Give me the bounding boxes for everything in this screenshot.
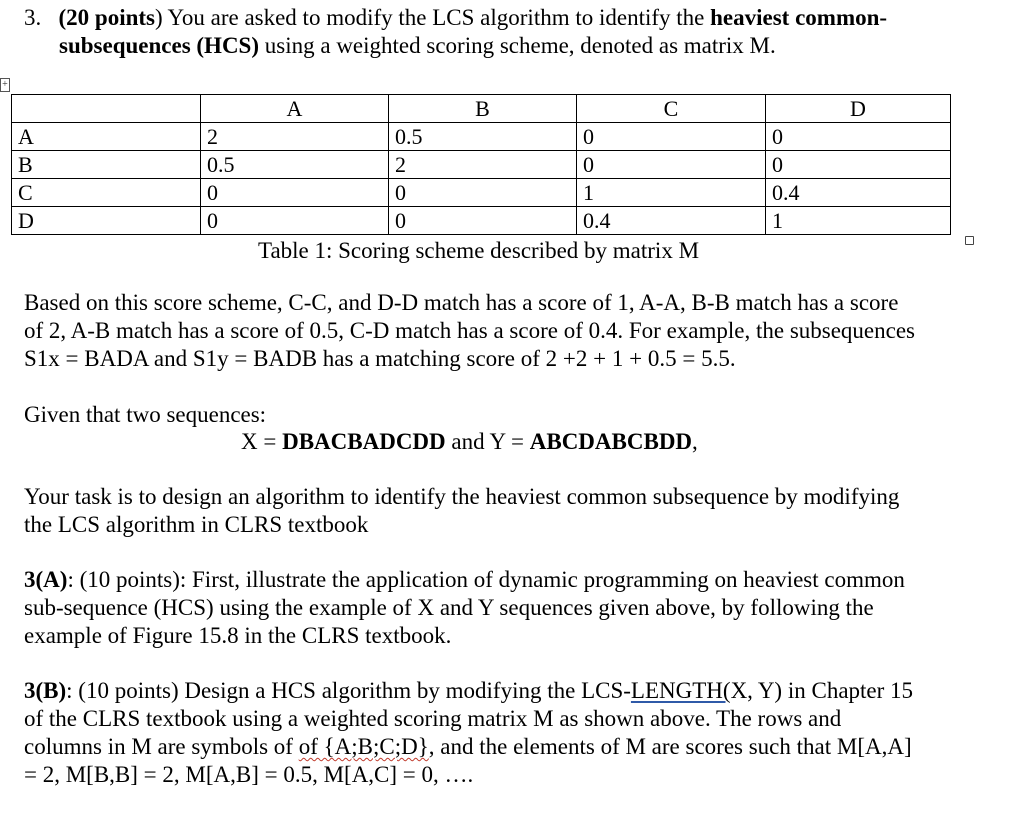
table-cell: 1 [577,179,766,207]
table-cell: 2 [201,123,389,151]
table-caption: Table 1: Scoring scheme described by matrix M [258,238,700,263]
part-b-line4: = 2, M[B,B] = 2, M[A,B] = 0.5, M[A,C] = 0, …. [24,762,474,787]
column-header: B [389,95,577,123]
table-cell: 0 [766,123,951,151]
row-header: B [12,151,201,179]
part-a-line3: example of Figure 15.8 in the CLRS textbook. [24,623,452,648]
table-cell: 0 [577,151,766,179]
table-cell: 0 [577,123,766,151]
row-header: C [12,179,201,207]
table-row [12,151,951,179]
table-cell: 0 [766,151,951,179]
spellcheck-flagged-term[interactable]: of {A;B;C;D} [298,734,429,759]
part-a-line2: sub-sequence (HCS) using the example of X and Y sequences given above, by following the [24,595,874,620]
part-a-line1: 3(A): (10 points): First, illustrate the application of dynamic programming on heaviest common [24,567,905,592]
table-cell: 0.5 [201,151,389,179]
part-b-line1: 3(B): (10 points) Design a HCS algorithm by modifying the LCS-LENGTH(X, Y) in Chapter 15 [24,678,914,703]
table-row [12,123,951,151]
part-a-label: 3(A) [24,567,68,592]
score-paragraph-line2: of 2, A-B match has a score of 0.5, C-D match has a score of 0.4. For example, the subsequences [24,318,916,343]
part-b-label: 3(B) [24,678,67,703]
table-cell: 2 [389,151,577,179]
spelling-underlined-term[interactable]: LENGTH( [630,678,731,703]
anchor-icon[interactable]: + [0,78,10,92]
part-b-line2: of the CLRS textbook using a weighted scoring matrix M as shown above. The rows and [24,706,842,731]
table-row [12,207,951,235]
table-header-row [12,95,951,123]
table-resize-handle[interactable] [965,236,974,245]
scoring-matrix-table [11,94,951,235]
question-heading-line2: subsequences (HCS) using a weighted scoring scheme, denoted as matrix M. [59,33,776,58]
question-points: (20 points [58,5,155,30]
bold-term: heaviest common- [710,5,888,30]
sequence-x: DBACBADCDD [282,429,446,454]
table-cell: 1 [766,207,951,235]
score-paragraph-line1: Based on this score scheme, C-C, and D-D match has a score of 1, A-A, B-B match has a score [24,290,899,315]
given-label: Given that two sequences: [24,402,267,427]
column-header: D [766,95,951,123]
row-header: D [12,207,201,235]
task-line1: Your task is to design an algorithm to identify the heaviest common subsequence by modifying [24,484,900,509]
table-cell: 0 [201,207,389,235]
sequences-line: X = DBACBADCDD and Y = ABCDABCBDD, [241,429,698,454]
score-paragraph-line3: S1x = BADA and S1y = BADB has a matching score of 2 +2 + 1 + 0.5 = 5.5. [24,346,736,371]
column-header: C [577,95,766,123]
column-header: A [201,95,389,123]
sequence-y: ABCDABCBDD [529,429,693,454]
table-cell: 0.5 [389,123,577,151]
table-cell: 0.4 [577,207,766,235]
part-b-line3: columns in M are symbols of of {A;B;C;D}, and the elements of M are scores such that M[A,A] [24,734,912,759]
table-cell: 0 [389,207,577,235]
table-corner-cell [12,95,201,123]
table-cell: 0 [201,179,389,207]
table-cell: 0.4 [766,179,951,207]
question-heading: 3. (20 points) You are asked to modify the LCS algorithm to identify the heaviest common- [24,5,888,30]
question-number: 3. [24,5,42,30]
row-header: A [12,123,201,151]
table-cell: 0 [389,179,577,207]
task-line2: the LCS algorithm in CLRS textbook [24,512,369,537]
bold-term-hcs: subsequences (HCS) [59,33,260,58]
table-row [12,179,951,207]
